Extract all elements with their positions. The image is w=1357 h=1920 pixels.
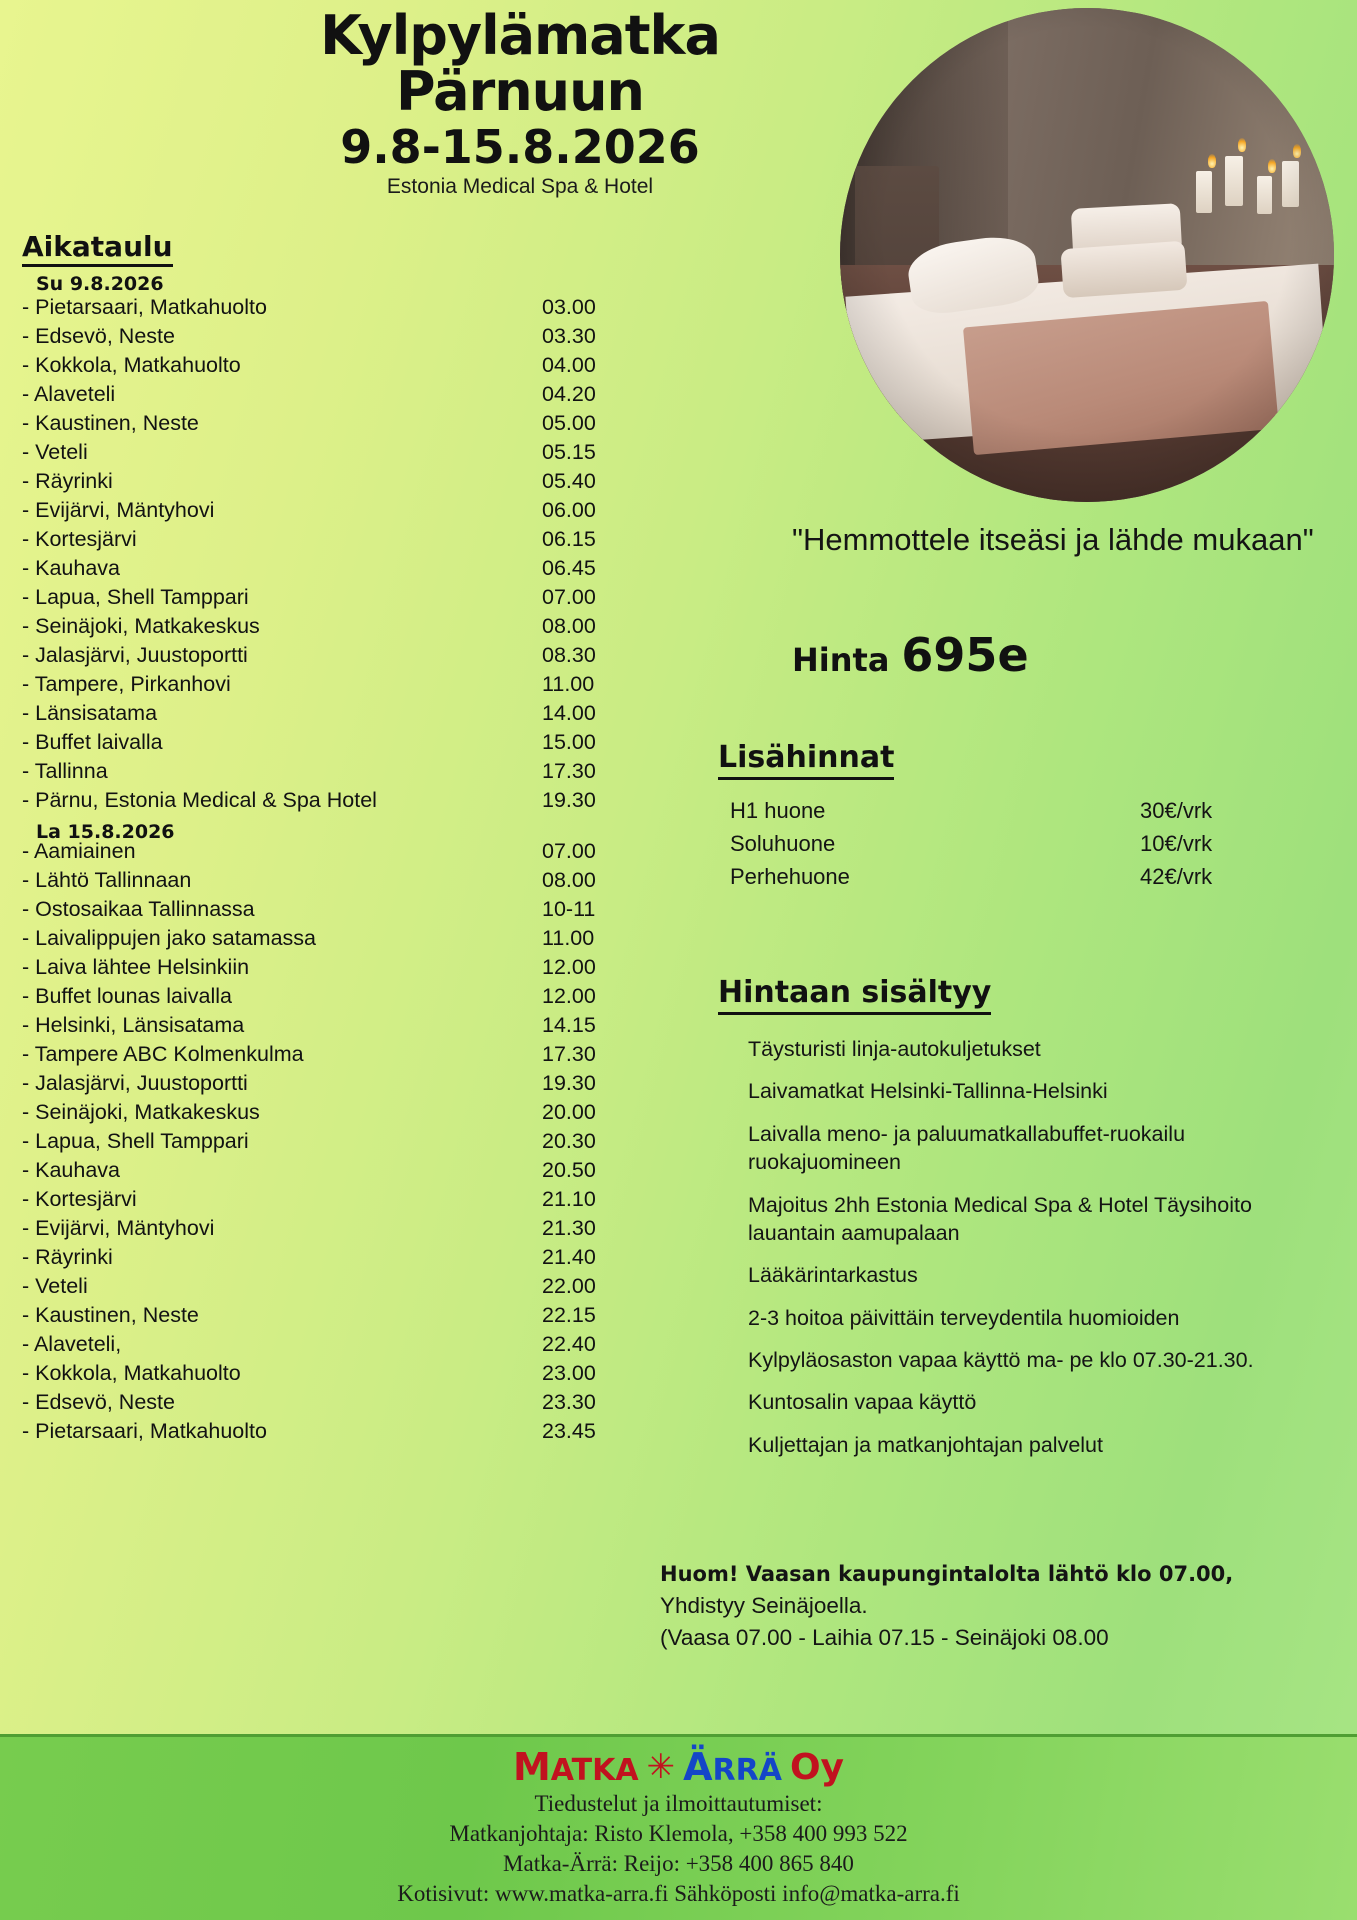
schedule-row bbox=[22, 440, 682, 469]
stop-name: - Seinäjoki, Matkakeskus bbox=[22, 614, 260, 638]
stop-time: 20.30 bbox=[542, 1129, 596, 1153]
schedule-row bbox=[22, 382, 682, 411]
notice-line-3: (Vaasa 07.00 - Laihia 07.15 - Seinäjoki 08.00 bbox=[660, 1624, 1109, 1650]
star-icon: ✳ bbox=[646, 1747, 676, 1787]
extras-item-name: H1 huone bbox=[730, 798, 826, 823]
stop-name: - Seinäjoki, Matkakeskus bbox=[22, 1100, 260, 1124]
stop-name: - Pietarsaari, Matkahuolto bbox=[22, 1419, 267, 1443]
stop-time: 04.20 bbox=[542, 382, 596, 406]
photo-vignette bbox=[840, 8, 1334, 502]
stop-name: - Laivalippujen jako satamassa bbox=[22, 926, 316, 950]
trip-dates: 9.8-15.8.2026 bbox=[340, 120, 700, 175]
stop-name: - Räyrinki bbox=[22, 1245, 113, 1269]
stop-time: 21.30 bbox=[542, 1216, 596, 1240]
extras-item-name: Perhehuone bbox=[730, 864, 850, 889]
stop-name: - Veteli bbox=[22, 1274, 88, 1298]
stop-time: 07.00 bbox=[542, 839, 596, 863]
poster-title-block bbox=[230, 4, 810, 199]
notice-bold: Huom! Vaasan kaupungintalolta lähtö klo 07.00, bbox=[660, 1562, 1234, 1586]
schedule-row bbox=[22, 1042, 682, 1071]
stop-time: 22.15 bbox=[542, 1303, 596, 1327]
stop-name: - Helsinki, Länsisatama bbox=[22, 1013, 245, 1037]
logo-m: M bbox=[512, 1745, 551, 1789]
stop-name: - Kaustinen, Neste bbox=[22, 411, 199, 435]
stop-name: - Laiva lähtee Helsinkiin bbox=[22, 955, 250, 979]
extras-section bbox=[718, 740, 1318, 897]
included-item: Täysturisti linja-autokuljetukset bbox=[748, 1037, 1041, 1061]
footer-contact-heading: Tiedustelut ja ilmoittautumiset: bbox=[534, 1791, 823, 1816]
quote-text: "Hemmottele itseäsi ja lähde mukaan" bbox=[792, 522, 1314, 557]
schedule-row bbox=[22, 788, 682, 817]
stop-name: - Pärnu, Estonia Medical & Spa Hotel bbox=[22, 788, 377, 812]
schedule-row bbox=[22, 1071, 682, 1100]
stop-time: 07.00 bbox=[542, 585, 596, 609]
stop-name: - Buffet laivalla bbox=[22, 730, 163, 754]
schedule-row bbox=[22, 984, 682, 1013]
stop-name: - Alaveteli bbox=[22, 382, 116, 406]
schedule-row bbox=[22, 353, 682, 382]
stop-time: 23.00 bbox=[542, 1361, 596, 1385]
schedule-row bbox=[22, 585, 682, 614]
stop-name: - Tampere ABC Kolmenkulma bbox=[22, 1042, 304, 1066]
stop-time: 17.30 bbox=[542, 1042, 596, 1066]
schedule-row bbox=[22, 556, 682, 585]
stop-time: 17.30 bbox=[542, 759, 596, 783]
stop-name: - Evijärvi, Mäntyhovi bbox=[22, 498, 215, 522]
stop-name: - Kortesjärvi bbox=[22, 527, 137, 551]
stop-name: - Aamiainen bbox=[22, 839, 136, 863]
stop-name: - Kortesjärvi bbox=[22, 1187, 137, 1211]
schedule-row bbox=[22, 614, 682, 643]
schedule-row bbox=[22, 839, 682, 868]
stop-name: - Edsevö, Neste bbox=[22, 1390, 175, 1414]
schedule-day1-label: Su 9.8.2026 bbox=[36, 273, 164, 295]
notice-block bbox=[660, 1558, 1340, 1654]
stop-time: 11.00 bbox=[542, 672, 595, 696]
included-item: Majoitus 2hh Estonia Medical Spa & Hotel Täysihoito lauantain aamupalaan bbox=[748, 1192, 1252, 1245]
schedule-row bbox=[22, 1390, 682, 1419]
stop-time: 20.00 bbox=[542, 1100, 596, 1124]
stop-time: 12.00 bbox=[542, 955, 596, 979]
stop-time: 05.40 bbox=[542, 469, 596, 493]
stop-name: - Kokkola, Matkahuolto bbox=[22, 1361, 241, 1385]
stop-time: 21.40 bbox=[542, 1245, 596, 1269]
price-value: 695e bbox=[901, 628, 1029, 682]
stop-name: - Tallinna bbox=[22, 759, 108, 783]
stop-name: - Länsisatama bbox=[22, 701, 158, 725]
logo-a: Ä bbox=[683, 1745, 713, 1789]
extras-item-name: Soluhuone bbox=[730, 831, 836, 856]
stop-time: 06.15 bbox=[542, 527, 596, 551]
extras-table bbox=[730, 798, 1270, 897]
schedule-row bbox=[22, 759, 682, 788]
stop-time: 14.15 bbox=[542, 1013, 596, 1037]
extras-item-price: 10€/vrk bbox=[1140, 831, 1213, 856]
stop-name: - Kauhava bbox=[22, 556, 121, 580]
extras-heading: Lisähinnat bbox=[718, 740, 894, 780]
stop-time: 20.50 bbox=[542, 1158, 596, 1182]
price-block bbox=[792, 628, 1029, 682]
stop-name: - Kaustinen, Neste bbox=[22, 1303, 199, 1327]
included-item: Laivamatkat Helsinki-Tallinna-Helsinki bbox=[748, 1079, 1108, 1104]
title-line-2: Pärnuun bbox=[396, 59, 644, 123]
logo-word-matka bbox=[513, 1745, 639, 1789]
included-item: Kylpyläosaston vapaa käyttö ma- pe klo 07.30-21.30. bbox=[748, 1348, 1254, 1372]
schedule-row bbox=[22, 643, 682, 672]
footer-web-email: Kotisivut: www.matka-arra.fi Sähköposti info@matka-arra.fi bbox=[397, 1880, 960, 1906]
extras-row bbox=[730, 831, 1270, 864]
included-item: Laivalla meno- ja paluumatkallabuffet-ruokailu ruokajuomineen bbox=[748, 1121, 1186, 1175]
stop-name: - Lähtö Tallinnaan bbox=[22, 868, 192, 892]
schedule-row bbox=[22, 1100, 682, 1129]
included-section bbox=[718, 975, 1338, 1473]
stop-time: 03.30 bbox=[542, 324, 596, 348]
included-item: Kuljettajan ja matkanjohtajan palvelut bbox=[748, 1432, 1103, 1457]
schedule-row bbox=[22, 868, 682, 897]
stop-time: 15.00 bbox=[542, 730, 596, 754]
schedule-row bbox=[22, 955, 682, 984]
schedule-row bbox=[22, 1332, 682, 1361]
schedule-row bbox=[22, 1245, 682, 1274]
stop-name: - Pietarsaari, Matkahuolto bbox=[22, 295, 267, 319]
title-line-1: Kylpylämatka bbox=[320, 4, 720, 67]
logo-rra: RRÄ bbox=[712, 1753, 782, 1788]
schedule-row bbox=[22, 324, 682, 353]
stop-time: 08.00 bbox=[542, 868, 596, 892]
stop-time: 10-11 bbox=[542, 897, 596, 921]
extras-item-price: 42€/vrk bbox=[1140, 864, 1213, 889]
stop-time: 08.30 bbox=[542, 643, 596, 667]
schedule-heading: Aikataulu bbox=[22, 230, 173, 267]
stop-name: - Lapua, Shell Tamppari bbox=[22, 585, 249, 609]
schedule-day1-list bbox=[22, 295, 682, 817]
stop-time: 03.00 bbox=[542, 295, 596, 319]
notice-line-2: Yhdistyy Seinäjoella. bbox=[660, 1592, 868, 1618]
footer-contact-office: Matka-Ärrä: Reijo: +358 400 865 840 bbox=[503, 1850, 854, 1876]
stop-time: 04.00 bbox=[542, 353, 596, 377]
schedule-row bbox=[22, 730, 682, 759]
schedule-row bbox=[22, 1013, 682, 1042]
stop-time: 23.45 bbox=[542, 1419, 596, 1443]
schedule-row bbox=[22, 1187, 682, 1216]
stop-name: - Lapua, Shell Tamppari bbox=[22, 1129, 249, 1153]
schedule-row bbox=[22, 498, 682, 527]
schedule-row bbox=[22, 295, 682, 324]
stop-time: 12.00 bbox=[542, 984, 596, 1008]
extras-row bbox=[730, 798, 1270, 831]
schedule-row bbox=[22, 1216, 682, 1245]
stop-name: - Ostosaikaa Tallinnassa bbox=[22, 897, 255, 921]
schedule-row bbox=[22, 672, 682, 701]
stop-time: 05.15 bbox=[542, 440, 596, 464]
stop-name: - Jalasjärvi, Juustoportti bbox=[22, 643, 248, 667]
stop-time: 19.30 bbox=[542, 788, 596, 812]
stop-name: - Edsevö, Neste bbox=[22, 324, 175, 348]
stop-time: 06.00 bbox=[542, 498, 596, 522]
logo-word-arra bbox=[683, 1745, 782, 1789]
spa-massage-photo bbox=[840, 8, 1334, 502]
footer bbox=[0, 1734, 1357, 1920]
stop-time: 21.10 bbox=[542, 1187, 596, 1211]
logo-word-oy: Oy bbox=[789, 1746, 845, 1788]
schedule-section bbox=[22, 230, 682, 1448]
schedule-row bbox=[22, 527, 682, 556]
stop-time: 11.00 bbox=[542, 926, 595, 950]
company-logo bbox=[0, 1745, 1357, 1789]
stop-time: 08.00 bbox=[542, 614, 596, 638]
schedule-day2-label: La 15.8.2026 bbox=[36, 821, 175, 843]
stop-name: - Evijärvi, Mäntyhovi bbox=[22, 1216, 215, 1240]
stop-name: - Buffet lounas laivalla bbox=[22, 984, 232, 1008]
included-list bbox=[748, 1035, 1338, 1459]
footer-contact-guide: Matkanjohtaja: Risto Klemola, +358 400 993 522 bbox=[449, 1820, 908, 1846]
schedule-row bbox=[22, 469, 682, 498]
schedule-row bbox=[22, 1419, 682, 1448]
stop-time: 23.30 bbox=[542, 1390, 596, 1414]
hotel-subtitle: Estonia Medical Spa & Hotel bbox=[386, 175, 654, 199]
schedule-row bbox=[22, 701, 682, 730]
stop-name: - Alaveteli, bbox=[22, 1332, 122, 1356]
stop-time: 22.00 bbox=[542, 1274, 596, 1298]
schedule-row bbox=[22, 1274, 682, 1303]
included-item: Kuntosalin vapaa käyttö bbox=[748, 1390, 977, 1415]
schedule-day2-list bbox=[22, 839, 682, 1448]
stop-name: - Kauhava bbox=[22, 1158, 121, 1182]
included-heading: Hintaan sisältyy bbox=[718, 975, 991, 1015]
stop-time: 05.00 bbox=[542, 411, 596, 435]
stop-time: 19.30 bbox=[542, 1071, 596, 1095]
schedule-row bbox=[22, 1129, 682, 1158]
stop-name: - Räyrinki bbox=[22, 469, 113, 493]
schedule-row bbox=[22, 1361, 682, 1390]
schedule-row bbox=[22, 1158, 682, 1187]
schedule-row bbox=[22, 926, 682, 955]
stop-time: 22.40 bbox=[542, 1332, 596, 1356]
price-label: Hinta bbox=[792, 641, 890, 679]
logo-atka: ATKA bbox=[550, 1753, 639, 1788]
stop-time: 06.45 bbox=[542, 556, 596, 580]
stop-name: - Kokkola, Matkahuolto bbox=[22, 353, 241, 377]
extras-row bbox=[730, 864, 1270, 897]
schedule-row bbox=[22, 1303, 682, 1332]
page-title bbox=[230, 4, 810, 123]
schedule-row bbox=[22, 411, 682, 440]
stop-name: - Jalasjärvi, Juustoportti bbox=[22, 1071, 248, 1095]
included-item: Lääkärintarkastus bbox=[748, 1263, 918, 1288]
schedule-row bbox=[22, 897, 682, 926]
stop-name: - Veteli bbox=[22, 440, 88, 464]
stop-time: 14.00 bbox=[542, 701, 596, 725]
extras-item-price: 30€/vrk bbox=[1140, 798, 1213, 823]
stop-name: - Tampere, Pirkanhovi bbox=[22, 672, 231, 696]
included-item: 2-3 hoitoa päivittäin terveydentila huomioiden bbox=[748, 1305, 1180, 1330]
